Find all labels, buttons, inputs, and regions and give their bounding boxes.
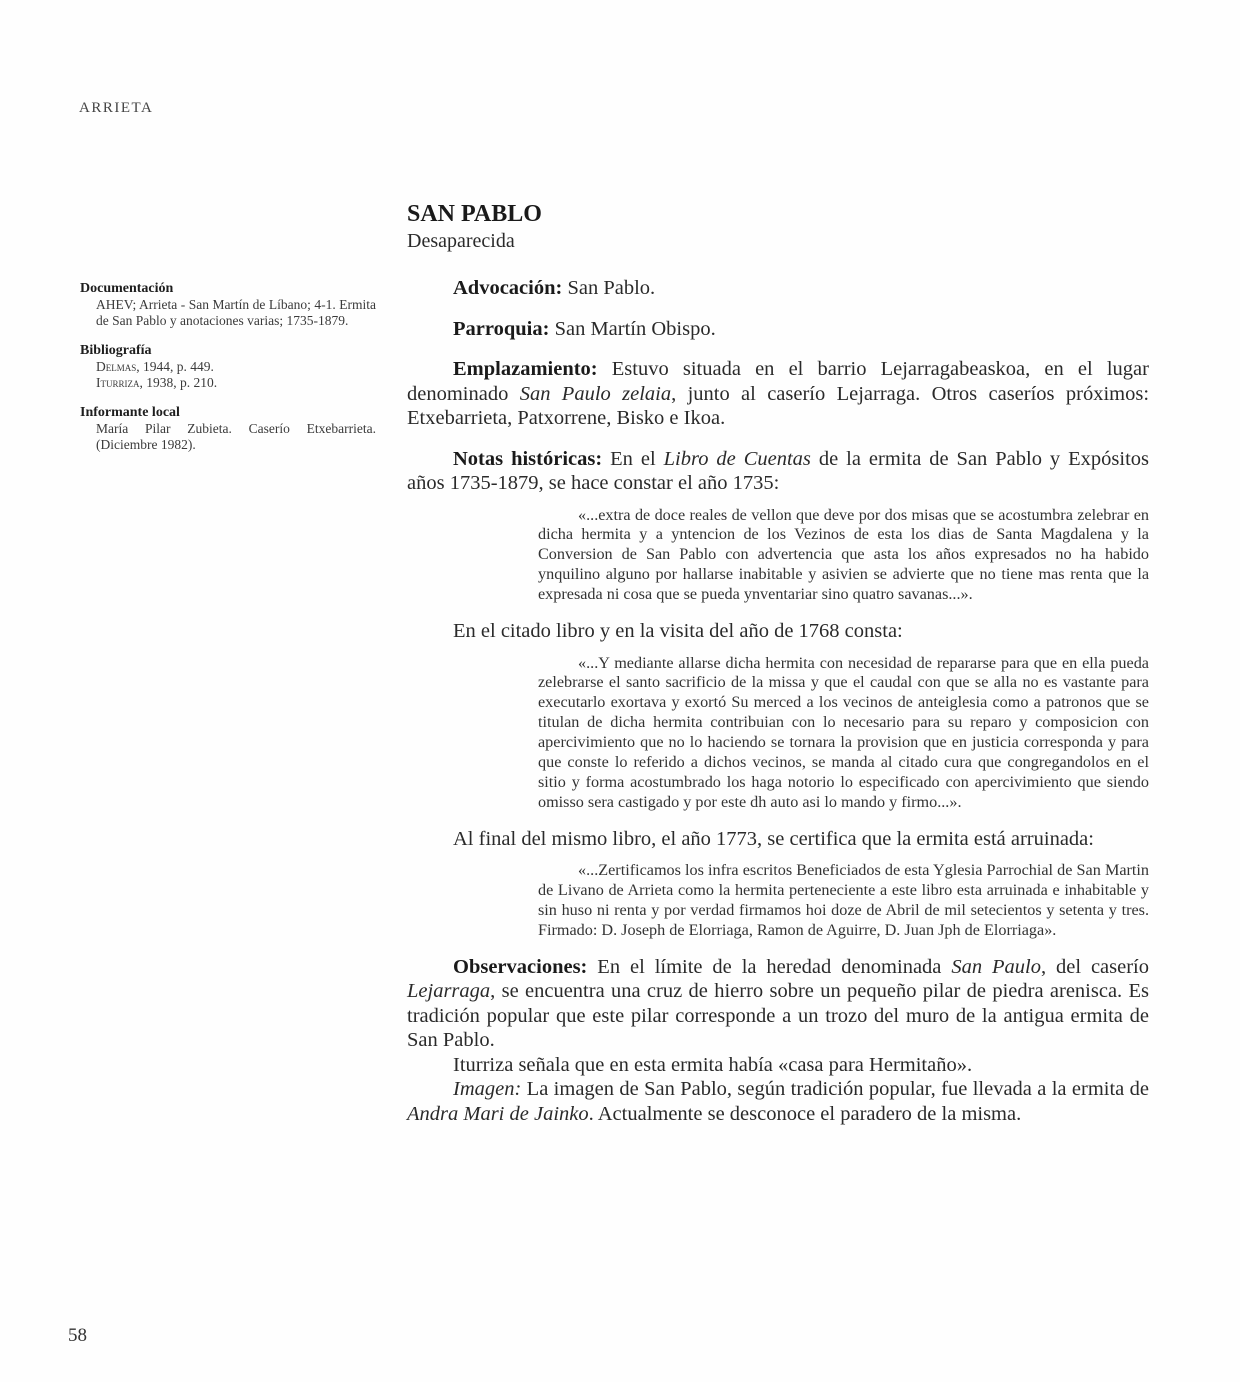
iturriza-paragraph: Iturriza señala que en esta ermita había «casa para Hermitaño».: [453, 1053, 973, 1076]
observaciones-paragraph: [407, 955, 1149, 1053]
imagen-text: La imagen de San Pablo, según tradición popular, fue llevada a la ermita de: [521, 1078, 1149, 1101]
paragraph-1773: Al final del mismo libro, el año 1773, se certifica que la ermita está arruinada:: [453, 827, 1094, 850]
bibliography-author: Iturriza: [96, 375, 140, 390]
bibliography-ref: , 1938, p. 210.: [139, 375, 218, 390]
main-article: [407, 200, 1149, 1126]
observaciones-text: En el límite de la heredad denominada: [587, 955, 952, 978]
emplazamiento-text: , junto al caserío Lejarraga. Otros caseríos próximos: Etxebarrieta, Patxorrene, Bisko e Ikoa.: [407, 382, 1150, 429]
emplazamiento-label: Emplazamiento:: [453, 358, 598, 380]
quote-1768: «...Y mediante allarse dicha hermita con necesidad de repararse para que en ella pueda zelebrarse el santo sacrificio de la missa y que el caudal con que se alla no es vastante para executarlo exortava y exortó Su merced a los vecinos de anteiglesia como a patronos que se titulan de dicha hermita contribuian con lo necesario para su reparo y composicion con apercivimiento que no lo haciendo se tornara la provision que en justicia corresponda y para que conste lo referido a dichos vecinos, se manda al citado cura que congregandolos en el sitio y forma acostumbrado los haga notorio lo especificado con apercivimiento que siendo omisso sera castigado y por este dh auto asi lo mando y firmo...».: [538, 653, 1149, 811]
notas-text: de la ermita de San Pablo y Expósitos años 1735-1879, se hace constar el año 1735:: [407, 447, 1149, 494]
emplazamiento-paragraph: [407, 357, 1149, 431]
observaciones-label: Observaciones:: [453, 955, 588, 978]
quote-1735: «...extra de doce reales de vellon que deve por dos misas que se acostumbra zelebrar en dicha hermita y a yntencion de los Vezinos de esta los dias de Santa Magdalena y la Conversion de San Pablo con advertencia que asta los años expresados no ha habido ynquilino alguno por hallarse inabitable y asivien se advierte que no tiene mas renta que la expresada ni cosa que se pueda ynventariar sino quatro savanas...».: [538, 505, 1149, 604]
parroquia-label: Parroquia:: [453, 317, 550, 340]
bibliografia-title: Bibliografía: [80, 343, 152, 358]
place-name: Lejarraga: [407, 980, 491, 1003]
place-name: Andra Mari de Jainko: [407, 1102, 589, 1125]
informante-section: [80, 405, 376, 453]
parroquia-text: San Martín Obispo.: [549, 317, 716, 340]
emplazamiento-text: Estuvo situada en el barrio Lejarragabeaskoa, en el lugar denominado: [407, 358, 1149, 405]
book-title: Libro de Cuentas: [663, 447, 811, 470]
parroquia-paragraph: [407, 317, 1149, 342]
notas-label: Notas históricas:: [453, 447, 603, 470]
imagen-text: . Actualmente se desconoce el paradero de la misma.: [588, 1102, 1022, 1125]
sidebar-notes: [80, 281, 376, 467]
bibliography-ref: , 1944, p. 449.: [136, 359, 214, 374]
place-name: San Paulo: [951, 955, 1041, 978]
imagen-label: Imagen:: [453, 1078, 522, 1101]
article-subtitle: Desaparecida: [407, 230, 515, 252]
documentacion-section: [80, 281, 376, 329]
observaciones-text: , del caserío: [1040, 955, 1150, 978]
documentacion-text: AHEV; Arrieta - San Martín de Líbano; 4-1. Ermita de San Pablo y anotaciones varias; 1735-1879.: [96, 297, 376, 328]
bibliography-author: Delmas: [96, 359, 137, 374]
page-number: 58: [68, 1325, 87, 1346]
imagen-paragraph: [407, 1077, 1149, 1126]
notas-paragraph: [407, 447, 1149, 496]
advocacion-paragraph: [407, 276, 1149, 301]
quote-1773: «...Zertificamos los infra escritos Beneficiados de esta Yglesia Parrochial de San Martin de Livano de Arrieta como la hermita perteneciente a este libro esta arruinada e inhabitable y sin huso ni renta y por verdad firmamos hoi doze de Abril de mil setecientos y setenta y tres. Firmado: D. Joseph de Elorriaga, Ramon de Aguirre, D. Juan Jph de Elorriaga».: [538, 861, 1149, 939]
informante-text: María Pilar Zubieta. Caserío Etxebarrieta. (Diciembre 1982).: [96, 421, 376, 452]
running-head: ARRIETA: [79, 100, 154, 116]
paragraph-1768: En el citado libro y en la visita del año de 1768 consta:: [453, 620, 903, 643]
bibliography-entry: [80, 375, 376, 391]
observaciones-text: , se encuentra una cruz de hierro sobre un pequeño pilar de piedra arenisca. Es tradición popular que este pilar corresponde a un trozo del muro de la antigua ermita de San Pablo.: [407, 980, 1149, 1052]
notas-text: En el: [602, 447, 664, 470]
bibliografia-section: [80, 343, 376, 391]
documentacion-title: Documentación: [80, 281, 174, 296]
place-name: San Paulo zelaia: [519, 382, 672, 405]
informante-title: Informante local: [80, 405, 180, 420]
article-title: SAN PABLO: [407, 201, 542, 227]
advocacion-text: San Pablo.: [562, 277, 656, 299]
bibliography-entry: [80, 359, 376, 375]
advocacion-label: Advocación:: [453, 277, 563, 299]
